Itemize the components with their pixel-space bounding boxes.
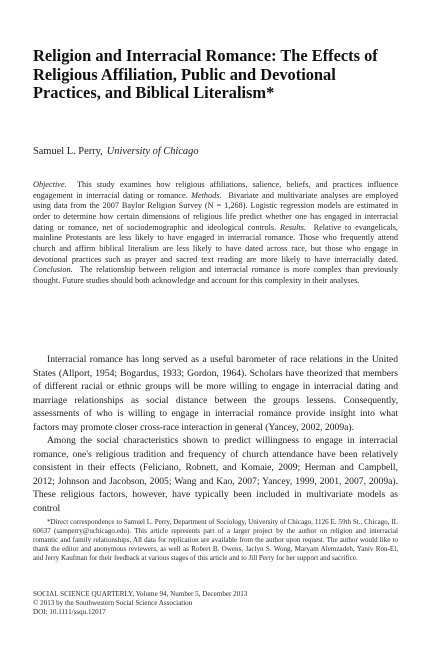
- abstract-objective: This study examines how religious affiliations, salience, beliefs, and practices influence engagement in interracial dating or romance.: [33, 180, 398, 200]
- body-paragraph-1: Interracial romance has long served as a useful barometer of race relations in the United States (Allport, 1954; Bogardus, 1933; Gordon, 1964). Scholars have theorized that members of different racial or ethnic groups will be more willing to engage in interracial dating and marriage relationships as social distance between the groups lessens. Consequently, assessments of who is willing to engage in interracial romance provide insight into what factors may promote closer cross-race interaction in general (Yancey, 2002, 2009a).: [33, 354, 398, 433]
- journal-citation: SOCIAL SCIENCE QUARTERLY, Volume 94, Number 5, December 2013: [33, 590, 248, 598]
- abstract: [33, 180, 398, 287]
- abstract-methods-label: Methods.: [191, 190, 222, 200]
- journal-info: [33, 590, 247, 618]
- abstract-conclusion-label: Conclusion.: [33, 265, 73, 275]
- abstract-conclusion: The relationship between religion and interracial romance is more complex than previously thought. Future studies should both acknowledge and account for this complexity in their analyses.: [33, 265, 398, 285]
- author-byline: [33, 145, 199, 158]
- correspondence-footnote: *Direct correspondence to Samuel L. Perry, Department of Sociology, University of Chicago, 1126 E. 59th St., Chicago, IL 60637 (samperry@uchicago.edu). This article represents part of a larger project by the author on religion and interracial romantic and family relationships. All data for replication are available from the author upon request. The author would like to thank the editor and anonymous reviewers, as well as Robert B. Owens, Jaclyn S. Wong, Maryam Alemzadeh, Yaniv Ron-El, and Jerry Kaufman for their feedback at various stages of this article and to Jill Perry for her support and sacrifice.: [33, 518, 398, 562]
- abstract-methods: Bivariate and multivariate analyses are employed using data from the 2007 Baylor Religion Survey (N = 1,268). Logistic regression models are estimated in order to determine how certain dimensions of religious life predict whether one has engaged in interracial dating or romance, net of sociodemographic and ideological controls.: [33, 190, 398, 232]
- author-affiliation: University of Chicago: [106, 146, 199, 157]
- article-title: Religion and Interracial Romance: The Effects of Religious Affiliation, Public and Devotional Practices, and Biblical Literalism*: [33, 46, 378, 102]
- abstract-results: Relative to evangelicals, mainline Protestants are less likely to have engaged in interracial romance. Those who frequently attend church and affirm biblical literalism are less likely to have dated across race, but those who engage in devotional practices such as prayer and sacred text reading are more likely to have interracially dated.: [33, 222, 398, 264]
- journal-doi: DOI: 10.1111/ssqu.12017: [33, 608, 106, 617]
- body-text: [33, 353, 398, 516]
- abstract-results-label: Results.: [280, 222, 306, 232]
- body-paragraph-2: Among the social characteristics shown to predict willingness to engage in interracial romance, one's religious tradition and frequency of church attendance have been relatively consistent in their effects (Feliciano, Robnett, and Komaie, 2009; Herman and Campbell, 2012; Johnson and Jacobson, 2005; Wang and Kao, 2007; Yancey, 1999, 2001, 2007, 2009a). These religious factors, however, have typically been included in multivariate models as control: [33, 435, 398, 515]
- journal-copyright: © 2013 by the Southwestern Social Science Association: [33, 599, 193, 608]
- author-name: Samuel L. Perry,: [33, 146, 103, 157]
- abstract-objective-label: Objective.: [33, 180, 67, 189]
